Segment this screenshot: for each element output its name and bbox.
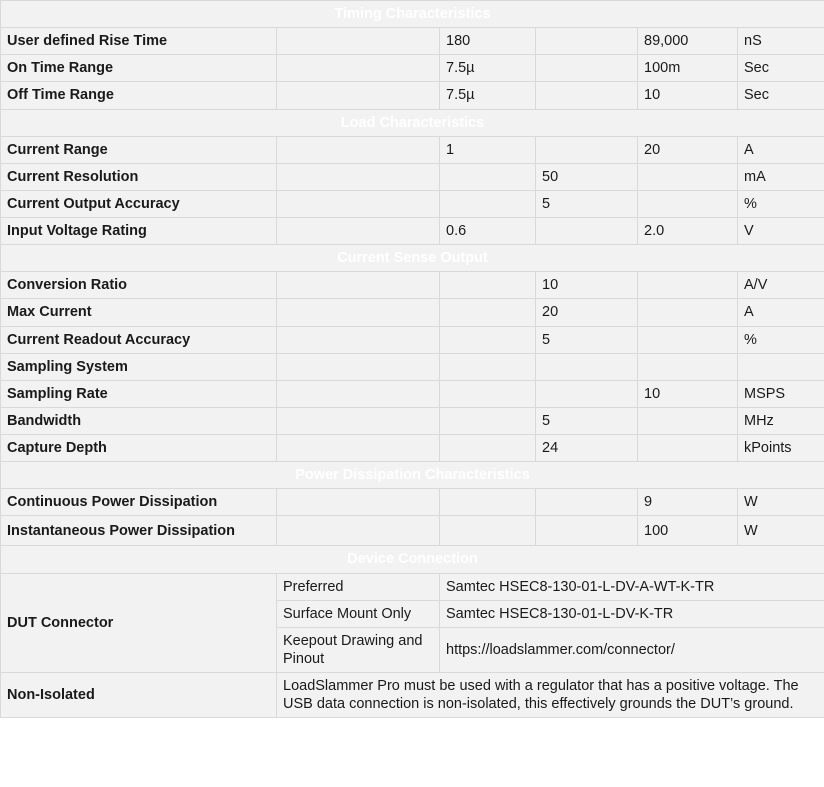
row-unit: W bbox=[738, 516, 824, 546]
table-row bbox=[1, 136, 824, 163]
connector-type: Surface Mount Only bbox=[277, 600, 440, 627]
table-row bbox=[1, 516, 824, 546]
row-value-2 bbox=[277, 326, 440, 353]
row-value-4 bbox=[536, 516, 638, 546]
table-row bbox=[1, 380, 824, 407]
row-value-2 bbox=[277, 516, 440, 546]
row-value-3: 7.5µ bbox=[440, 82, 536, 109]
section-title: Device Connection bbox=[1, 546, 824, 573]
row-unit: A/V bbox=[738, 272, 824, 299]
row-value-3 bbox=[440, 163, 536, 190]
row-unit: MSPS bbox=[738, 380, 824, 407]
connector-type: Preferred bbox=[277, 573, 440, 600]
row-unit bbox=[738, 353, 824, 380]
row-value-5 bbox=[638, 326, 738, 353]
section-title: Timing Characteristics bbox=[1, 1, 824, 28]
row-value-3 bbox=[440, 272, 536, 299]
row-value-4: 24 bbox=[536, 435, 638, 462]
row-unit: mA bbox=[738, 163, 824, 190]
row-label: User defined Rise Time bbox=[1, 28, 277, 55]
row-value-3 bbox=[440, 516, 536, 546]
row-unit: % bbox=[738, 190, 824, 217]
row-value-5 bbox=[638, 190, 738, 217]
section-header-row bbox=[1, 109, 824, 136]
section-header-row bbox=[1, 1, 824, 28]
row-value-2 bbox=[277, 407, 440, 434]
row-value-5 bbox=[638, 407, 738, 434]
row-value-4 bbox=[536, 218, 638, 245]
row-value-4: 10 bbox=[536, 272, 638, 299]
row-value-4 bbox=[536, 380, 638, 407]
row-value-2 bbox=[277, 380, 440, 407]
row-value-5: 100m bbox=[638, 55, 738, 82]
row-value-4 bbox=[536, 353, 638, 380]
connector-type: Keepout Drawing and Pinout bbox=[277, 627, 440, 672]
row-value-2 bbox=[277, 190, 440, 217]
table-row bbox=[1, 407, 824, 434]
row-value-3: 0.6 bbox=[440, 218, 536, 245]
row-unit: A bbox=[738, 136, 824, 163]
table-row bbox=[1, 435, 824, 462]
row-value-2 bbox=[277, 353, 440, 380]
row-label: Current Output Accuracy bbox=[1, 190, 277, 217]
row-value-2 bbox=[277, 163, 440, 190]
row-value-5 bbox=[638, 163, 738, 190]
connector-value: Samtec HSEC8-130-01-L-DV-K-TR bbox=[440, 600, 824, 627]
table-row bbox=[1, 190, 824, 217]
row-value-2 bbox=[277, 28, 440, 55]
row-value-4: 20 bbox=[536, 299, 638, 326]
row-value-2 bbox=[277, 435, 440, 462]
row-label: Off Time Range bbox=[1, 82, 277, 109]
row-label: Instantaneous Power Dissipation bbox=[1, 516, 277, 546]
row-value-5: 10 bbox=[638, 82, 738, 109]
row-label: Input Voltage Rating bbox=[1, 218, 277, 245]
row-value-5: 9 bbox=[638, 489, 738, 516]
row-value-2 bbox=[277, 82, 440, 109]
section-header-row bbox=[1, 245, 824, 272]
row-value-3 bbox=[440, 489, 536, 516]
row-label: Bandwidth bbox=[1, 407, 277, 434]
row-value-4 bbox=[536, 28, 638, 55]
row-value-3 bbox=[440, 435, 536, 462]
row-value-4 bbox=[536, 55, 638, 82]
row-value-4 bbox=[536, 82, 638, 109]
section-title: Current Sense Output bbox=[1, 245, 824, 272]
row-label: Current Range bbox=[1, 136, 277, 163]
row-value-4: 5 bbox=[536, 326, 638, 353]
table-row bbox=[1, 28, 824, 55]
table-body bbox=[1, 1, 824, 718]
table-row bbox=[1, 55, 824, 82]
row-unit: Sec bbox=[738, 82, 824, 109]
table-row bbox=[1, 673, 824, 718]
row-value-3 bbox=[440, 353, 536, 380]
section-header-row bbox=[1, 462, 824, 489]
row-value-5: 100 bbox=[638, 516, 738, 546]
row-value-5: 20 bbox=[638, 136, 738, 163]
row-value-2 bbox=[277, 299, 440, 326]
row-value-5 bbox=[638, 272, 738, 299]
row-label: On Time Range bbox=[1, 55, 277, 82]
section-title: Power Dissipation Characteristics bbox=[1, 462, 824, 489]
row-value-3 bbox=[440, 380, 536, 407]
row-label: Capture Depth bbox=[1, 435, 277, 462]
row-unit: V bbox=[738, 218, 824, 245]
row-unit: A bbox=[738, 299, 824, 326]
table-row bbox=[1, 353, 824, 380]
row-unit: MHz bbox=[738, 407, 824, 434]
row-label: Continuous Power Dissipation bbox=[1, 489, 277, 516]
row-value-2 bbox=[277, 272, 440, 299]
row-value-3: 7.5µ bbox=[440, 55, 536, 82]
row-value-3: 1 bbox=[440, 136, 536, 163]
row-value-5 bbox=[638, 435, 738, 462]
row-label: Conversion Ratio bbox=[1, 272, 277, 299]
section-title: Load Characteristics bbox=[1, 109, 824, 136]
table-row bbox=[1, 489, 824, 516]
row-unit: Sec bbox=[738, 55, 824, 82]
row-value-5: 2.0 bbox=[638, 218, 738, 245]
row-unit: W bbox=[738, 489, 824, 516]
non-isolated-note: LoadSlammer Pro must be used with a regulator that has a positive voltage. The USB data connection is non-isolated, this effectively grounds the DUT’s ground. bbox=[277, 673, 824, 718]
row-label: Sampling System bbox=[1, 353, 277, 380]
row-unit: nS bbox=[738, 28, 824, 55]
row-value-4: 50 bbox=[536, 163, 638, 190]
row-value-4 bbox=[536, 136, 638, 163]
row-value-4 bbox=[536, 489, 638, 516]
row-value-5 bbox=[638, 299, 738, 326]
table-row bbox=[1, 272, 824, 299]
row-label: Current Resolution bbox=[1, 163, 277, 190]
row-value-5: 89,000 bbox=[638, 28, 738, 55]
row-value-2 bbox=[277, 136, 440, 163]
table-row bbox=[1, 326, 824, 353]
row-value-3 bbox=[440, 299, 536, 326]
row-unit: % bbox=[738, 326, 824, 353]
row-value-2 bbox=[277, 218, 440, 245]
row-value-2 bbox=[277, 55, 440, 82]
row-value-3: 180 bbox=[440, 28, 536, 55]
row-value-4: 5 bbox=[536, 407, 638, 434]
non-isolated-label: Non-Isolated bbox=[1, 673, 277, 718]
row-value-5 bbox=[638, 353, 738, 380]
row-value-5: 10 bbox=[638, 380, 738, 407]
table-row bbox=[1, 82, 824, 109]
row-label: Current Readout Accuracy bbox=[1, 326, 277, 353]
row-unit: kPoints bbox=[738, 435, 824, 462]
dut-connector-label: DUT Connector bbox=[1, 573, 277, 673]
row-label: Sampling Rate bbox=[1, 380, 277, 407]
row-value-4: 5 bbox=[536, 190, 638, 217]
table-row bbox=[1, 218, 824, 245]
section-header-row bbox=[1, 546, 824, 573]
table-row bbox=[1, 573, 824, 600]
row-label: Max Current bbox=[1, 299, 277, 326]
connector-value: Samtec HSEC8-130-01-L-DV-A-WT-K-TR bbox=[440, 573, 824, 600]
row-value-3 bbox=[440, 326, 536, 353]
connector-url[interactable]: https://loadslammer.com/connector/ bbox=[440, 627, 824, 672]
row-value-2 bbox=[277, 489, 440, 516]
table-row bbox=[1, 299, 824, 326]
table-row bbox=[1, 163, 824, 190]
row-value-3 bbox=[440, 190, 536, 217]
row-value-3 bbox=[440, 407, 536, 434]
